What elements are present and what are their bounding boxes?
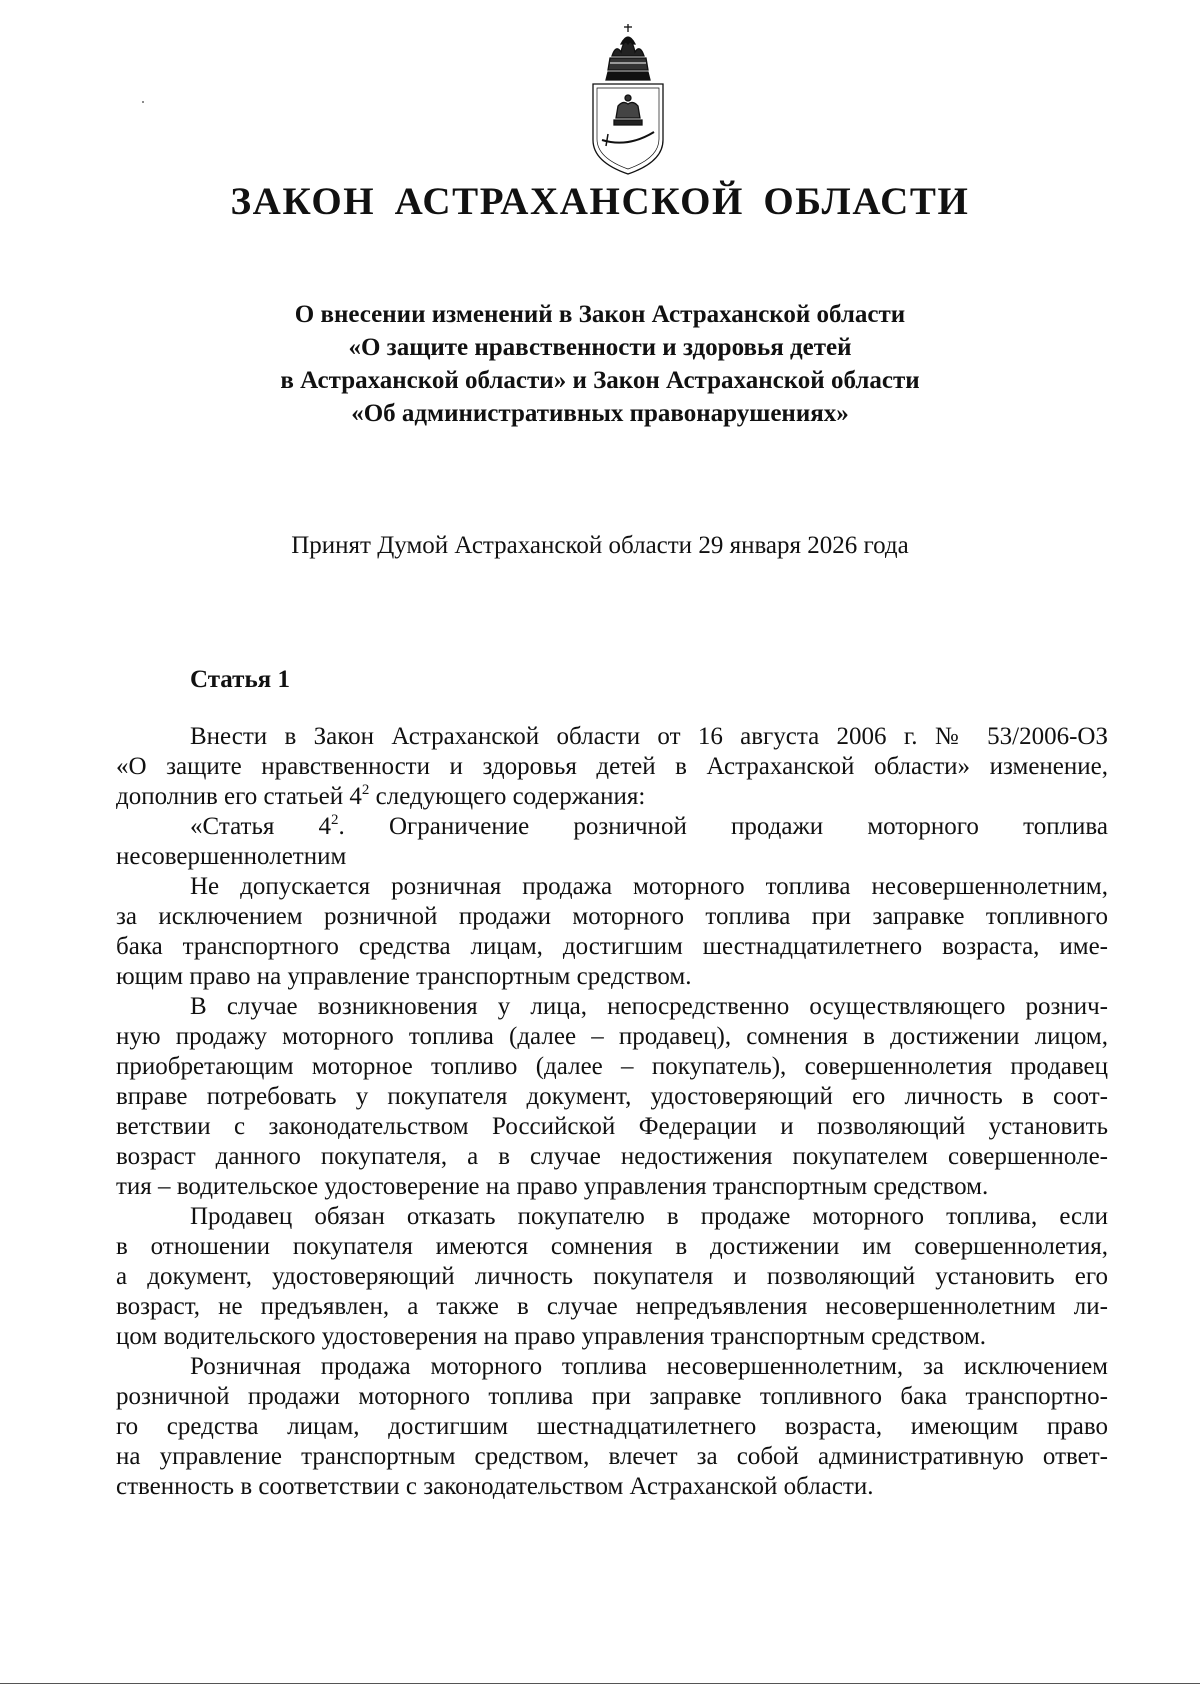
body-line (116, 1322, 1108, 1352)
line-text: следующего содержания: (369, 783, 646, 810)
line-text: ющим право на управление транспортным средством. (116, 963, 692, 990)
body-line (116, 1292, 1108, 1322)
line-text: ветствии с законодательством Российской Федерации и позволяющий установить (116, 1113, 1108, 1140)
body-line (116, 842, 1108, 872)
line-text: в отношении покупателя имеются сомнения в достижении им совершеннолетия, (116, 1233, 1108, 1260)
line-text: В случае возникновения у лица, непосредственно осуществляющего рознич- (190, 993, 1108, 1020)
line-text: ную продажу моторного топлива (далее – продавец), сомнения в достижении лицом, (116, 1023, 1108, 1050)
subtitle-line: в Астраханской области» и Закон Астраханской области (280, 367, 920, 394)
law-subtitle (0, 298, 1200, 430)
body-line (116, 1112, 1108, 1142)
body-line (116, 932, 1108, 962)
body-line (116, 1472, 1108, 1502)
body-line (116, 1232, 1108, 1262)
body-line (116, 1442, 1108, 1472)
line-text: возраст, не предъявлен, а также в случае непредъявления несовершеннолетним ли- (116, 1293, 1108, 1320)
line-text: а документ, удостоверяющий личность покупателя и позволяющий установить его (116, 1263, 1108, 1290)
article-body (116, 722, 1108, 1502)
line-text: приобретающим моторное топливо (далее – покупатель), совершеннолетия продавец (116, 1053, 1108, 1080)
body-line (116, 722, 1108, 752)
body-line (116, 1082, 1108, 1112)
subtitle-line: «Об административных правонарушениях» (351, 400, 849, 427)
superscript: 2 (361, 782, 370, 798)
line-text: ственность в соответствии с законодательством Астраханской области. (116, 1473, 874, 1500)
body-line (116, 872, 1108, 902)
line-text: вправе потребовать у покупателя документ, удостоверяющий его личность в соот- (116, 1083, 1108, 1110)
body-line (116, 1052, 1108, 1082)
body-line (116, 992, 1108, 1022)
line-text: «Статья 4 (190, 813, 332, 840)
page-bottom-rule (0, 1683, 1200, 1684)
body-line (116, 902, 1108, 932)
body-line (116, 1382, 1108, 1412)
law-title: ЗАКОН АСТРАХАНСКОЙ ОБЛАСТИ (230, 180, 970, 223)
line-text: дополнив его статьей 4 (116, 783, 362, 810)
line-text: бака транспортного средства лицам, достигшим шестнадцатилетнего возраста, име- (116, 933, 1108, 960)
line-text: Розничная продажа моторного топлива несовершеннолетним, за исключением (190, 1353, 1108, 1380)
scan-speck (142, 101, 144, 103)
body-line (116, 752, 1108, 782)
body-line (116, 1142, 1108, 1172)
line-text: за исключением розничной продажи моторного топлива при заправке топливного (116, 903, 1108, 930)
body-line (116, 812, 1108, 842)
body-line (116, 782, 1108, 812)
line-text: «О защите нравственности и здоровья детей в Астраханской области» изменение, (116, 753, 1108, 780)
line-text: Продавец обязан отказать покупателю в продаже моторного топлива, если (190, 1203, 1108, 1230)
body-line (116, 1172, 1108, 1202)
line-text: Внести в Закон Астраханской области от 16 августа 2006 г. № 53/2006-ОЗ (190, 723, 1108, 750)
subtitle-line: «О защите нравственности и здоровья детей (348, 334, 852, 361)
line-text: на управление транспортным средством, влечет за собой административную ответ- (116, 1443, 1108, 1470)
body-line (116, 1352, 1108, 1382)
article-heading: Статья 1 (190, 666, 290, 693)
line-text: несовершеннолетним (116, 843, 347, 870)
body-line (116, 1022, 1108, 1052)
line-text: тия – водительское удостоверение на право управления транспортным средством. (116, 1173, 989, 1200)
body-line (116, 1262, 1108, 1292)
subtitle-line: О внесении изменений в Закон Астраханской области (294, 301, 906, 328)
body-line (116, 1412, 1108, 1442)
line-text: возраст данного покупателя, а в случае недостижения покупателем совершенноле- (116, 1143, 1108, 1170)
line-text: цом водительского удостоверения на право управления транспортным средством. (116, 1323, 987, 1350)
body-line (116, 1202, 1108, 1232)
line-text: Не допускается розничная продажа моторного топлива несовершеннолетним, (190, 873, 1108, 900)
body-line (116, 962, 1108, 992)
adoption-line: Принят Думой Астраханской области 29 января 2026 года (291, 532, 909, 559)
coat-of-arms-icon (588, 22, 668, 178)
superscript: 2 (331, 812, 339, 828)
line-text: го средства лицам, достигшим шестнадцатилетнего возраста, имеющим право (116, 1413, 1108, 1440)
line-text: . Ограничение розничной продажи моторного топлива (338, 813, 1108, 840)
line-text: розничной продажи моторного топлива при заправке топливного бака транспортно- (116, 1383, 1108, 1410)
